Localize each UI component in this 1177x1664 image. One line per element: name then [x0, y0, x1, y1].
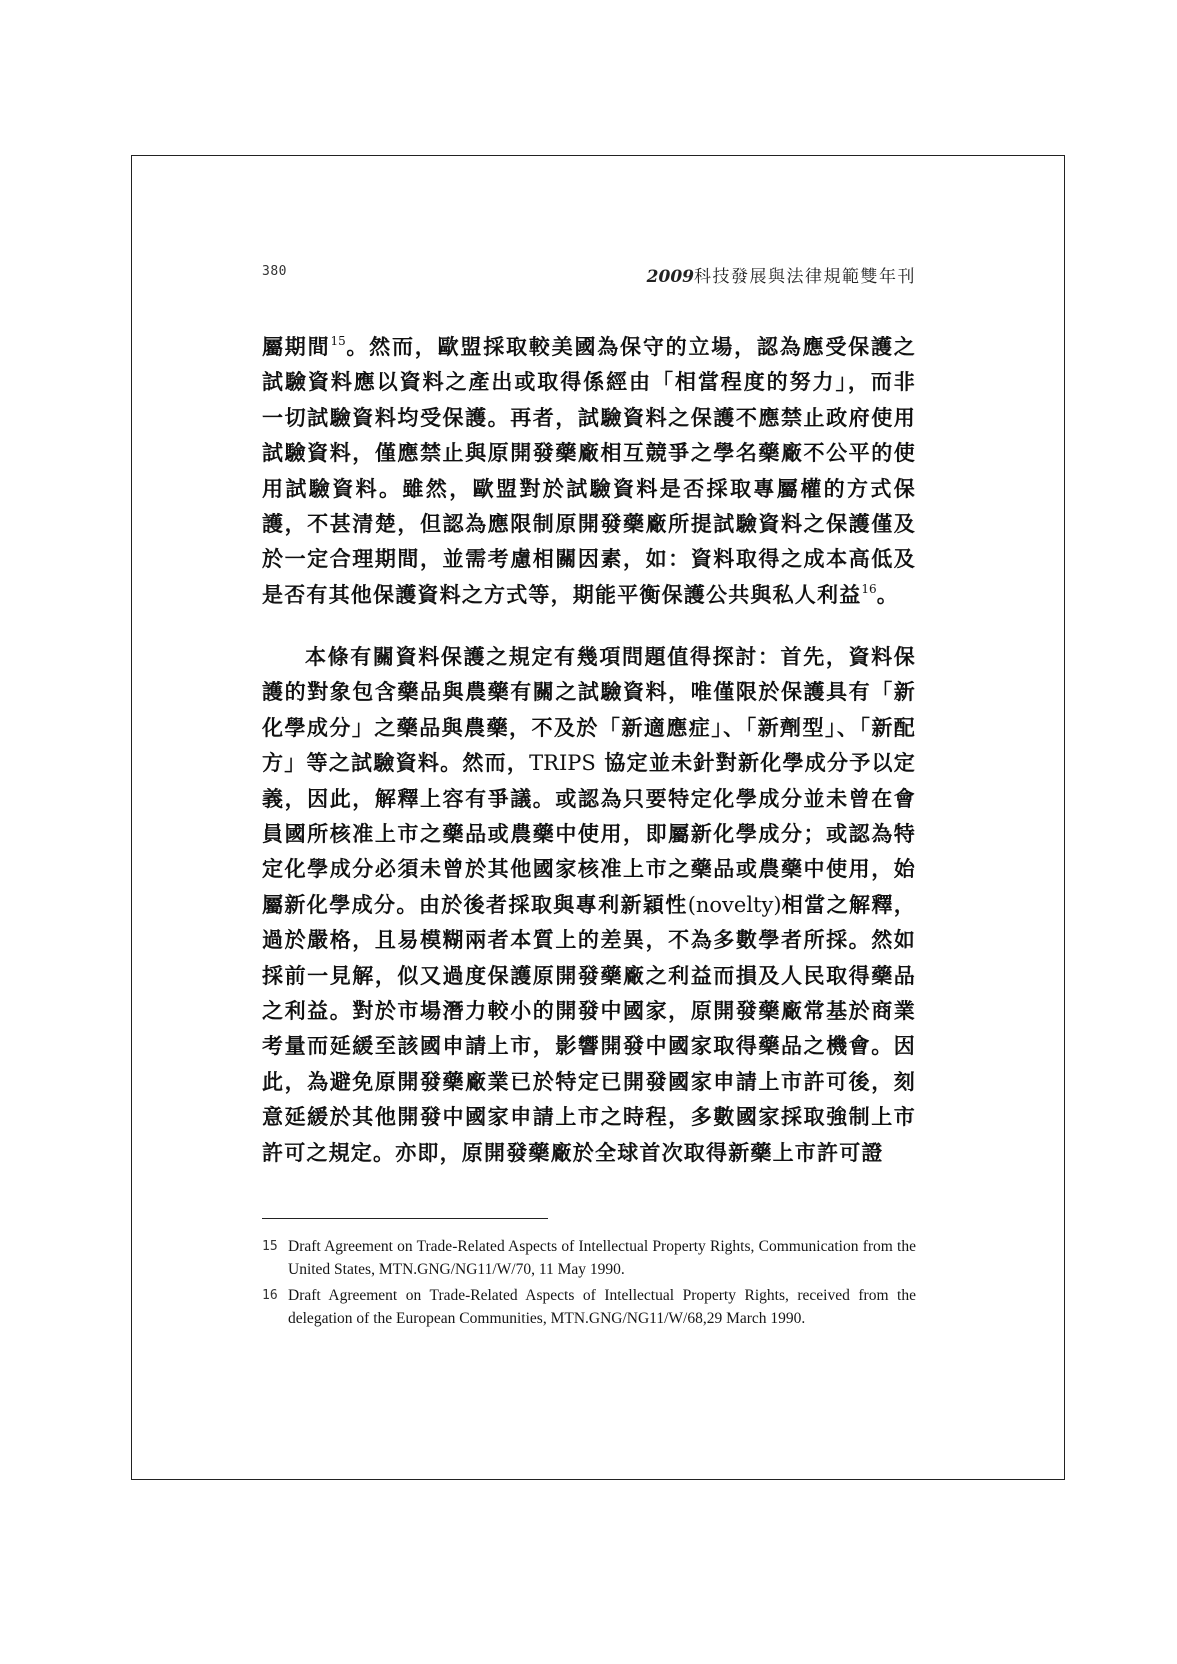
paragraph-text: 相當之解釋，過於嚴格，且易模糊兩者本質上的差異，不為多數學者所採。然如採前一見解，似又過度保護原開發藥廠之利益而損及人民取得藥品之利益。對於市場潛力較小的開發中國家，原開發藥廠常基於商業考量而延緩至該國申請上市，影響開發中國家取得藥品之機會。因此，為避免原開發藥廠業已於特定已開發國家申請上市許可後，刻意延緩於其他開發中國家申請上市之時程，多數國家採取強制上市許可之規定。亦即，原開發藥廠於全球首次取得新藥上市許可證 — [262, 892, 916, 1165]
inline-latin-text: TRIPS — [529, 751, 596, 776]
footnote-separator — [262, 1218, 548, 1219]
footnote — [262, 1235, 916, 1281]
paragraph — [262, 330, 916, 613]
paragraph-text: 本條有關資料保護之規定有幾項問題值得探討：首先，資料保護的對象包含藥品與農藥有關之試驗資料，唯僅限於保護具有「新化學成分」之藥品與農藥，不及於「新適應症」、「新劑型」、「新配方」等之試驗資料。然而， — [262, 645, 916, 776]
footnote-number: 16 — [262, 1288, 278, 1303]
running-title-text: 科技發展與法律規範雙年刊 — [694, 267, 916, 287]
running-title — [647, 262, 916, 287]
footnote-text: Draft Agreement on Trade-Related Aspects of Intellectual Property Rights, Communication from the United States, MTN.GNG/NG11/W/70, 11 May 1990. — [288, 1238, 916, 1278]
paragraph-text: 協定並未針對新化學成分予以定義，因此，解釋上容有爭議。或認為只要特定化學成分並未曾在會員國所核准上市之藥品或農藥中使用，即屬新化學成分；或認為特定化學成分必須未曾於其他國家核准上市之藥品或農藥中使用，始屬新化學成分。由於後者採取與專利新穎性 — [262, 751, 916, 917]
running-title-year: 2009 — [646, 267, 694, 287]
footnote-number: 15 — [262, 1239, 278, 1254]
paragraph — [262, 640, 916, 1171]
page-number: 380 — [262, 264, 287, 279]
page-header — [262, 262, 916, 286]
main-text — [262, 330, 916, 1171]
footnote-text: Draft Agreement on Trade-Related Aspects of Intellectual Property Rights, received from the delegation of the European Communities, MTN.GNG/NG11/W/68,29 March 1990. — [288, 1287, 916, 1327]
inline-latin-text: (novelty) — [687, 892, 782, 917]
footnote-reference: 15 — [330, 334, 346, 348]
footnote-reference: 16 — [861, 581, 877, 596]
footnote — [262, 1284, 916, 1330]
footnotes — [262, 1235, 916, 1333]
paragraph-text: 。然而，歐盟採取較美國為保守的立場，認為應受保護之試驗資料應以資料之產出或取得係經由「相當程度的努力」，而非一切試驗資料均受保護。再者，試驗資料之保護不應禁止政府使用試驗資料，僅應禁止與原開發藥廠相互競爭之學名藥廠不公平的使用試驗資料。雖然，歐盟對於試驗資料是否採取專屬權的方式保護，不甚清楚，但認為應限制原開發藥廠所提試驗資料之保護僅及於一定合理期間，並需考慮相關因素，如：資料取得之成本高低及是否有其他保護資料之方式等，期能平衡保護公共與私人利益 — [262, 335, 916, 607]
paragraph-text: 屬期間 — [262, 335, 331, 359]
paragraph-text: 。 — [876, 582, 899, 607]
